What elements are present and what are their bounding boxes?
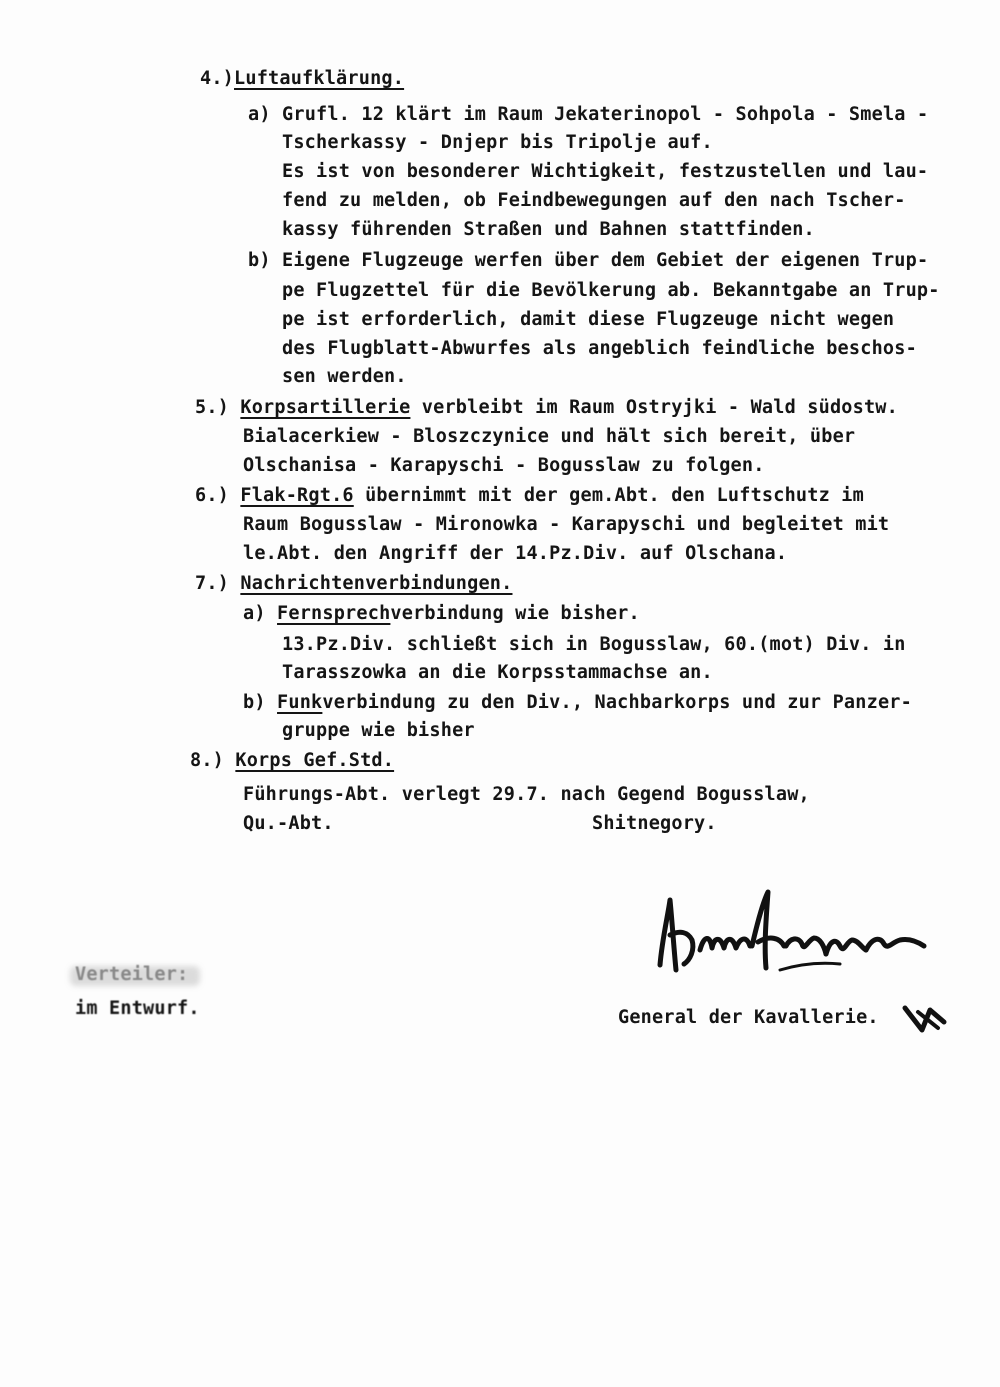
item-label: a) <box>248 104 271 125</box>
section-number: 6.) <box>195 485 230 506</box>
section-4b-line-1 <box>248 249 928 273</box>
paragraph-line: sen werden. <box>282 366 407 387</box>
signatory-rank: General der Kavallerie. <box>618 1007 879 1028</box>
paragraph-line: Bialacerkiew - Bloszczynice und hält sich bereit, über <box>243 426 856 447</box>
item-heading: Fernsprech <box>277 603 391 624</box>
paragraph-text: verbindung zu den Div., Nachbarkorps und zur Panzer- <box>322 692 912 713</box>
paragraph-text: übernimmt mit der gem.Abt. den Luftschutz im <box>353 485 864 506</box>
section-5-line-1 <box>195 396 898 420</box>
paragraph-line: Es ist von besonderer Wichtigkeit, festzustellen und lau- <box>282 161 929 182</box>
paragraph-line: Führungs-Abt. verlegt 29.7. nach Gegend Bogusslaw, <box>243 784 810 805</box>
paragraph-line-left: Qu.-Abt. <box>243 813 334 834</box>
distribution-heading: Verteiler: <box>75 964 189 985</box>
paragraph-text: verbindung wie bisher. <box>390 603 640 624</box>
section-8-heading-line <box>190 749 394 773</box>
item-heading: Funk <box>277 692 323 713</box>
item-label: b) <box>243 692 266 713</box>
section-heading: Nachrichtenverbindungen. <box>240 573 513 594</box>
item-label: a) <box>243 603 266 624</box>
paragraph-text: Eigene Flugzeuge werfen über dem Gebiet der eigenen Trup- <box>282 250 929 271</box>
paragraph-text: verbleibt im Raum Ostryjki - Wald südostw. <box>410 397 898 418</box>
section-heading: Luftaufklärung. <box>234 68 405 89</box>
item-label: b) <box>248 250 271 271</box>
section-7b-line-1 <box>243 691 912 715</box>
section-number: 4.) <box>200 68 235 89</box>
section-7-heading-line <box>195 572 512 596</box>
paragraph-line: gruppe wie bisher <box>282 720 475 741</box>
handwritten-initial-mark <box>900 1000 950 1040</box>
paragraph-text: Grufl. 12 klärt im Raum Jekaterinopol - Sohpola - Smela - <box>282 104 929 125</box>
paragraph-line: pe Flugzettel für die Bevölkerung ab. Bekanntgabe an Trup- <box>282 280 940 301</box>
paragraph-line: fend zu melden, ob Feindbewegungen auf den nach Tscher- <box>282 190 906 211</box>
section-number: 7.) <box>195 573 230 594</box>
paragraph-line: Tarasszowka an die Korpsstammachse an. <box>282 662 713 683</box>
paragraph-line: Raum Bogusslaw - Mironowka - Karapyschi und begleitet mit <box>243 514 890 535</box>
section-4-heading-line <box>200 67 404 91</box>
section-heading: Korps Gef.Std. <box>235 750 395 771</box>
section-number: 8.) <box>190 750 225 771</box>
section-number: 5.) <box>195 397 230 418</box>
section-heading: Korpsartillerie <box>240 397 411 418</box>
handwritten-signature <box>640 880 940 1000</box>
paragraph-line: le.Abt. den Angriff der 14.Pz.Div. auf Olschana. <box>243 543 788 564</box>
paragraph-line: kassy führenden Straßen und Bahnen stattfinden. <box>282 219 815 240</box>
section-7a-line-1 <box>243 602 640 626</box>
paragraph-line: Tscherkassy - Dnjepr bis Tripolje auf. <box>282 132 713 153</box>
paragraph-line: Olschanisa - Karapyschi - Bogusslaw zu folgen. <box>243 455 765 476</box>
section-heading: Flak-Rgt.6 <box>240 485 354 506</box>
paragraph-line: 13.Pz.Div. schließt sich in Bogusslaw, 60.(mot) Div. in <box>282 634 906 655</box>
section-6-line-1 <box>195 484 864 508</box>
section-4a-line-1 <box>248 103 928 127</box>
draft-note: im Entwurf. <box>75 998 200 1019</box>
paragraph-line: pe ist erforderlich, damit diese Flugzeuge nicht wegen <box>282 309 895 330</box>
paragraph-line-right: Shitnegory. <box>592 813 717 834</box>
paragraph-line: des Flugblatt-Abwurfes als angeblich feindliche beschos- <box>282 338 917 359</box>
